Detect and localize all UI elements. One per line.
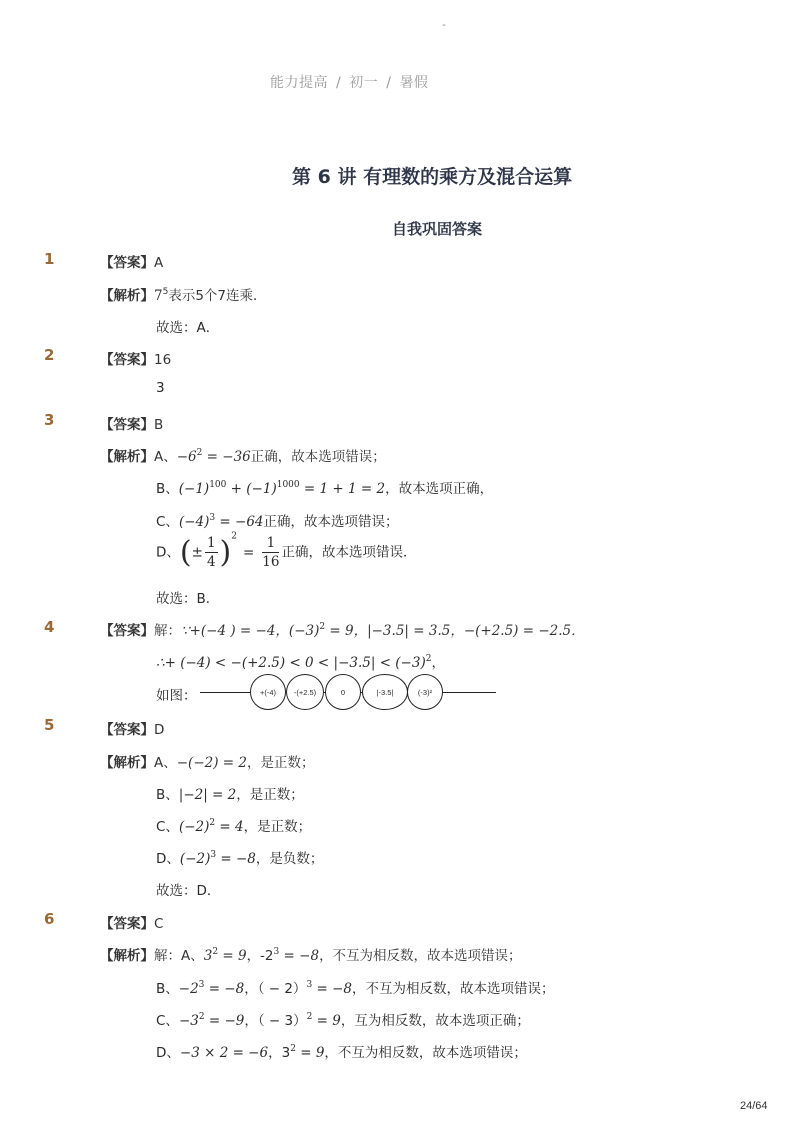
answer-value: C [154,916,164,932]
analysis-text: ，是正数； [236,787,304,803]
page-number: 24/64 [740,1100,768,1112]
math-separator: ，-2 [246,948,274,964]
math-expr: −3 × 2 = −6 [179,1045,269,1061]
analysis-row-3 [100,445,386,465]
breadcrumb-item: 暑假 [399,75,429,91]
number-line-figure [156,674,516,714]
math-expr: ∴+ (−4) < −(+2.5) < 0 < |−3.5| < (−3) [156,655,426,671]
math-expr: −(−2) = 2 [176,755,247,771]
answer-value: D [154,722,165,738]
answer-label: 【答案】 [100,417,154,433]
answer-row-6 [100,912,163,932]
math-exponent: 1000 [276,480,300,490]
analysis-text: ，故本选项正确， [385,481,494,497]
option-d-line [156,1041,527,1061]
option-b-line [156,783,304,803]
math-exponent: 2 [306,1012,313,1022]
answer-value: 16 [154,352,172,368]
math-exponent: 3 [210,850,217,860]
option-c-line [156,510,399,530]
math-expr: 3 [203,948,213,964]
analysis-text: ，不互为相反数，故本选项错误； [351,981,555,997]
math-expr: = 1 + 1 = 2 [299,481,386,497]
analysis-text: 正确，故本选项错误； [263,514,399,530]
option-prefix: D、 [156,1045,180,1061]
question-number-6: 6 [44,910,55,928]
analysis-text: 正确，故本选项错误． [281,544,417,561]
analysis-row-1 [100,284,267,304]
math-expr: + (−1) [226,481,277,497]
math-exponent: 2 [425,654,432,664]
analysis-text: 表示5个7连乘． [168,288,267,304]
option-prefix: A、 [154,755,177,771]
math-expr: = 9 [312,1013,341,1029]
math-expr: = −8 [216,851,256,867]
option-prefix: C、 [156,514,179,530]
math-base: 7 [154,288,163,304]
math-exponent: 2 [196,448,203,458]
conclusion-5: 故选：D． [156,883,221,899]
math-sign: ± [191,544,203,561]
analysis-label: 【解析】 [100,755,154,771]
math-exponent: 5 [162,287,169,297]
number-circle: (-3)² [407,674,443,710]
breadcrumb [270,72,428,92]
analysis-label: 【解析】 [100,449,154,465]
analysis-text: ，是正数； [246,755,315,771]
math-exponent: 3 [306,980,313,990]
analysis-text: ，是正数； [243,819,312,835]
denominator: 4 [206,554,216,570]
question-number-2: 2 [44,346,55,364]
denominator: 16 [262,554,280,570]
math-exponent: 2 [198,1012,205,1022]
math-exponent: 3 [273,947,280,957]
option-c-line [156,1009,530,1029]
math-exponent: 100 [209,480,227,490]
analysis-text: 正确，故本选项错误； [250,449,386,465]
analysis-label: 【解析】 [100,948,154,964]
answer-row-5 [100,718,164,738]
number-circle: -(+2.5) [286,674,324,710]
numerator: 1 [206,535,216,551]
number-circle: +(-4) [250,674,286,710]
conclusion-1: 故选：A． [156,320,220,336]
option-prefix: D、 [156,544,180,561]
answer-label: 【答案】 [100,352,154,368]
math-separator: ，（ − 2） [244,981,307,997]
option-prefix: D、 [156,851,180,867]
math-expr: = 4 [215,819,244,835]
analysis-row-6 [100,944,522,964]
option-c-line [156,815,311,835]
answer-row-2 [100,348,171,368]
math-expr: = 9，|−3.5| = 3.5，−(+2.5) = −2.5． [325,623,585,639]
math-expr: (−2) [179,851,211,867]
analysis-text: ，不互为相反数，故本选项错误； [319,948,522,964]
math-separator: ，（ − 3） [244,1013,307,1029]
math-separator: ，3 [268,1045,291,1061]
option-b-line [156,977,554,997]
option-prefix: 解：A、 [154,948,204,964]
math-expr: = −9 [204,1013,245,1029]
numerator: 1 [262,534,279,553]
punctuation: ， [431,655,445,671]
answer-value: B [154,417,164,433]
option-prefix: B、 [156,981,179,997]
option-prefix: C、 [156,1013,179,1029]
conclusion-3: 故选：B． [156,591,220,607]
math-expr: = −8 [204,981,245,997]
analysis-text: ，不互为相反数，故本选项错误； [324,1045,527,1061]
breadcrumb-item: 初一 [349,75,379,91]
math-equals: = [242,544,255,561]
option-d-line [156,847,323,867]
number-circle: 0 [325,674,361,710]
math-expr: = −8 [312,981,352,997]
analysis-text: ，是负数； [255,851,324,867]
breadcrumb-separator: / [336,75,342,91]
math-expr: = 9 [295,1045,325,1061]
answer-label: 【答案】 [100,623,154,639]
breadcrumb-separator: / [386,75,392,91]
answer-label: 【答案】 [100,255,154,271]
comparison-line [156,651,445,671]
answer-line-2b: 3 [156,380,165,396]
math-expr: = 9 [218,948,247,964]
option-prefix: C、 [156,819,179,835]
question-number-4: 4 [44,618,55,636]
math-exponent: 3 [209,513,216,523]
math-expr: −3 [178,1013,199,1029]
section-subtitle: 自我巩固答案 [392,220,483,238]
math-exponent: 2 [209,818,216,828]
option-prefix: B、 [156,787,179,803]
math-expr: (−4) [178,514,210,530]
answer-row-3 [100,413,163,433]
answer-label: 【答案】 [100,916,154,932]
answer-label: 【答案】 [100,722,154,738]
math-expr: ∵+(−4 ) = −4，(−3) [181,623,320,639]
number-circle: |-3.5| [362,674,408,710]
math-exponent: 2 [231,531,237,542]
math-expr: = −64 [215,514,264,530]
option-prefix: A、 [154,449,177,465]
math-expr: = −8 [279,948,320,964]
paren-left: ( [179,535,192,570]
solution-prefix: 解： [154,623,181,639]
math-expr: |−2| = 2 [178,787,237,803]
math-expr: −2 [178,981,199,997]
analysis-text: ，互为相反数，故本选项正确； [340,1013,530,1029]
math-expr: (−2) [178,819,210,835]
answer-row-1 [100,251,163,271]
option-b-line [156,477,493,497]
math-expr: (−1) [178,481,210,497]
math-exponent: 3 [198,980,205,990]
fraction [205,534,218,571]
paren-right: ) [219,535,232,570]
fraction [262,534,279,571]
math-exponent: 2 [290,1044,296,1054]
math-exponent: 2 [212,947,219,957]
math-exponent: 2 [319,622,326,632]
question-number-5: 5 [44,716,55,734]
header-dot: - [442,18,446,31]
breadcrumb-item: 能力提高 [270,75,328,91]
option-prefix: B、 [156,481,179,497]
analysis-label: 【解析】 [100,288,154,304]
math-expr: = −36 [202,449,251,465]
page-title: 第 6 讲 有理数的乘方及混合运算 [292,166,573,188]
math-expr: −6 [176,449,197,465]
option-d-line [156,531,417,571]
question-number-1: 1 [44,250,55,268]
answer-value: A [154,255,164,271]
analysis-row-5 [100,751,314,771]
question-number-3: 3 [44,411,55,429]
figure-label: 如图： [156,688,197,704]
answer-row-4 [100,619,585,639]
